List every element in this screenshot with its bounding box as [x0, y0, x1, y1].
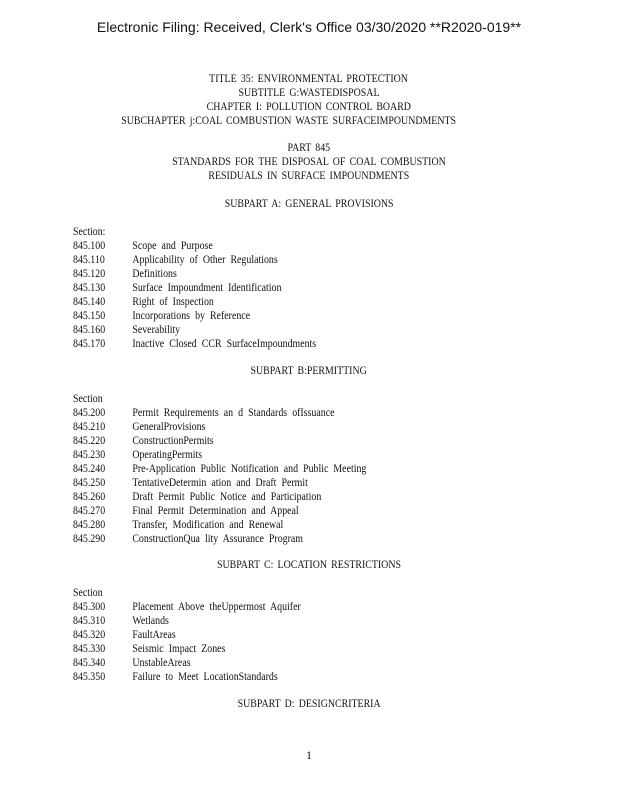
section-title: Incorporations by Reference [132, 310, 251, 322]
section-title: UnstableAreas [132, 657, 191, 669]
section-title: Permit Requirements an d Standards ofIssuance [132, 407, 335, 419]
subpart-heading: SUBPART B:PERMITTING [250, 365, 368, 377]
section-title: OperatingPermits [132, 449, 203, 461]
section-number: 845.130 [73, 282, 106, 294]
toc-row [73, 477, 520, 491]
toc-row [73, 282, 520, 296]
section-title: Applicability of Other Regulations [132, 254, 278, 266]
toc-row [73, 533, 520, 547]
section-title: Draft Permit Public Notice and Participation [132, 491, 322, 503]
toc-row [73, 449, 520, 463]
subpart-heading: SUBPART D: DESIGNCRITERIA [237, 698, 381, 710]
subchapter-line: SUBCHAPTER j:COAL COMBUSTION WASTE SURFACEIMPOUNDMENTS [121, 115, 457, 127]
section-number: 845.120 [73, 268, 106, 280]
section-title: Surface Impoundment Identification [132, 282, 282, 294]
section-number: 845.290 [73, 533, 106, 545]
section-number: 845.260 [73, 491, 106, 503]
section-number: 845.150 [73, 310, 106, 322]
toc-row [73, 643, 520, 657]
toc-row [73, 296, 520, 310]
section-number: 845.210 [73, 421, 106, 433]
section-number: 845.300 [73, 601, 106, 613]
title-line: TITLE 35: ENVIRONMENTAL PROTECTION [209, 73, 409, 85]
section-title: Wetlands [132, 615, 169, 627]
section-number: 845.240 [73, 463, 106, 475]
section-title: TentativeDetermin ation and Draft Permit [132, 477, 308, 489]
section-title: FaultAreas [132, 629, 176, 641]
chapter-line: CHAPTER I: POLLUTION CONTROL BOARD [206, 101, 412, 113]
section-title: Inactive Closed CCR SurfaceImpoundments [132, 338, 317, 350]
toc-row [73, 310, 520, 324]
subtitle-line: SUBTITLE G:WASTEDISPOSAL [238, 87, 380, 99]
toc-row [73, 629, 520, 643]
section-number: 845.110 [73, 254, 105, 266]
part-title-line-1: STANDARDS FOR THE DISPOSAL OF COAL COMBUSTION [172, 156, 446, 168]
toc-row [73, 268, 520, 282]
section-label: Section [73, 587, 103, 599]
section-title: Placement Above theUppermost Aquifer [132, 601, 301, 613]
section-number: 845.160 [73, 324, 106, 336]
section-title: Severability [132, 324, 181, 336]
section-title: ConstructionPermits [132, 435, 214, 447]
section-number: 845.230 [73, 449, 106, 461]
toc-row [73, 240, 520, 254]
section-number: 845.100 [73, 240, 106, 252]
subpart-heading: SUBPART C: LOCATION RESTRICTIONS [216, 559, 401, 571]
toc-row [73, 338, 520, 352]
section-number: 845.270 [73, 505, 106, 517]
toc-row [73, 601, 520, 615]
part-title-line-2: RESIDUALS IN SURFACE IMPOUNDMENTS [208, 170, 410, 182]
toc-row [73, 463, 520, 477]
toc-row [73, 671, 520, 685]
section-title: Transfer, Modification and Renewal [132, 519, 284, 531]
section-title: Final Permit Determination and Appeal [132, 505, 299, 517]
section-title: Seismic Impact Zones [132, 643, 226, 655]
section-number: 845.330 [73, 643, 106, 655]
toc-row [73, 615, 520, 629]
section-number: 845.310 [73, 615, 106, 627]
section-title: ConstructionQua lity Assurance Program [132, 533, 303, 545]
section-number: 845.140 [73, 296, 106, 308]
section-title: GeneralProvisions [132, 421, 206, 433]
section-number: 845.250 [73, 477, 106, 489]
toc-row [73, 519, 520, 533]
toc-row [73, 324, 520, 338]
section-number: 845.280 [73, 519, 106, 531]
section-number: 845.170 [73, 338, 106, 350]
toc-row [73, 421, 520, 435]
section-number: 845.350 [73, 671, 106, 683]
section-number: 845.320 [73, 629, 106, 641]
section-title: Scope and Purpose [132, 240, 213, 252]
page-number: 1 [306, 748, 312, 762]
electronic-filing-banner: Electronic Filing: Received, Clerk's Office 03/30/2020 **R2020-019** [96, 19, 522, 35]
section-title: Right of Inspection [132, 296, 214, 308]
subpart-heading: SUBPART A: GENERAL PROVISIONS [224, 198, 394, 210]
section-title: Pre-Application Public Notification and Public Meeting [132, 463, 367, 475]
toc-row [73, 407, 520, 421]
section-number: 845.340 [73, 657, 106, 669]
part-line: PART 845 [287, 142, 331, 154]
section-title: Definitions [132, 268, 177, 280]
section-number: 845.200 [73, 407, 106, 419]
section-label: Section: [73, 226, 106, 238]
toc-row [73, 491, 520, 505]
section-number: 845.220 [73, 435, 106, 447]
toc-row [73, 254, 520, 268]
toc-row [73, 657, 520, 671]
toc-row [73, 505, 520, 519]
section-title: Failure to Meet LocationStandards [132, 671, 278, 683]
section-label: Section [73, 393, 103, 405]
toc-row [73, 435, 520, 449]
